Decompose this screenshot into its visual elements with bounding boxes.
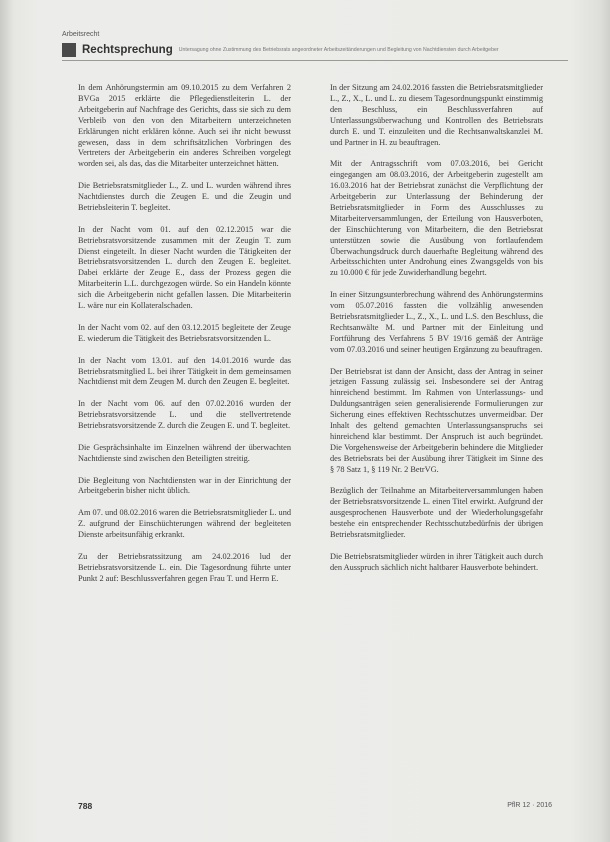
paragraph: In einer Sitzungsunterbrechung während des Anhörungstermins vom 05.07.2016 fassten die vollzählig anwesenden Betriebsratsmitglieder L., Z., X., L. und L.S. den Beschluss, die Rechtsanwälte M. und Partner mit der Einleitung und Fortführung des Verfahrens 5 BV 19/16 gemäß der Anträge vom 07.03.2016 und seiner heutigen Ergänzung zu beauftragen.: [330, 290, 543, 354]
section-marker-icon: [62, 43, 76, 57]
journal-citation: PflR 12 · 2016: [507, 802, 552, 809]
running-header: [62, 43, 568, 57]
paragraph: Die Betriebsratsmitglieder L., Z. und L. wurden während ihres Nachtdienstes durch die Zeugen E. und die Zeugin und Betriebsleiterin T. begleitet.: [78, 181, 291, 212]
section-label: Arbeitsrecht: [62, 31, 100, 38]
paragraph: Mit der Antragsschrift vom 07.03.2016, bei Gericht eingegangen am 08.03.2016, der Arbeitgeberin zugestellt am 16.03.2016 hat der Betriebsrat zunächst die Verpflichtung der Arbeitgeberin zur Unterlassung der Behinderung der Betriebsratsmitglieder in Form des Ausschlusses zu Mitarbeiterversammlungen, der Erteilung von Hausverboten, der Einschüchterung von Mitarbeitern, die den Betriebsrat unterstützen sowie die Ausübung von fortlaufendem Überwachungsdruck durch dauerhafte Begleitung während des Arbeitsschichten unter Androhung eines Zwangsgelds von bis zu 10.000 € für jede Zuwiderhandlung begehrt.: [330, 159, 543, 278]
paragraph: Der Betriebsrat ist dann der Ansicht, dass der Antrag in seiner jetzigen Fassung zulässig sei. Insbesondere sei der Antrag hinreichend bestimmt. Im Rahmen von Unterlassungs- und Duldungsanträgen seien generalisierende Formulierungen zur Sicherung eines effektiven Rechtsschutzes unvermeidbar. Der Inhalt des geltend gemachten Unterlassungsanspruchs sei hinreichend klar bestimmt. Der Anspruch ist auch begründet. Die Vorgehensweise der Arbeitgeberin behindere die Mitglieder des Betriebsrats bei der Ausübung ihrer Tätigkeit im Sinne des § 78 Satz 1, § 119 Nr. 2 BetrVG.: [330, 366, 543, 474]
text-column-right: [330, 83, 543, 585]
paragraph: In dem Anhörungstermin am 09.10.2015 zu dem Verfahren 2 BVGa 2015 erklärte die Pflegedienstleiterin L. der Arbeitgeberin auf Nachfrage des Gerichts, dass sie sich zu dem Verbleib von den von den Mitarbeitern unterzeichneten Erklärungen nicht erklären könne. Auch sei ihr nicht bewusst gewesen, dass in dem schriftsätzlichen Vorbringen des Vertreters der Arbeitgeberin ein anderes Schreiben vorgelegt worden sei, als das, das die Mitarbeiter unterzeichnet hätten.: [78, 83, 291, 169]
header-title: Rechtsprechung: [82, 44, 173, 56]
paragraph: Die Gesprächsinhalte im Einzelnen während der überwachten Nachtdienste sind zwischen den Beteiligten streitig.: [78, 442, 291, 463]
page-number: 788: [78, 801, 93, 811]
paragraph: In der Nacht vom 13.01. auf den 14.01.2016 wurde das Betriebsratsmitglied L. bei ihrer Tätigkeit in dem gemeinsamen Nachtdienst mit dem Zeugen M. durch den Zeugen E. begleitet.: [78, 355, 291, 387]
paragraph: In der Nacht vom 01. auf den 02.12.2015 war die Betriebsratsvorsitzende zusammen mit der Zeugin T. zum Dienst eingeteilt. In dieser Nacht wurden die Tätigkeiten der Betriebsratsvorsitzenden L. durch den Zeugen E. begleitet. Dabei erklärte der Zeuge E., dass der Prozess gegen die Mitarbeiterin L.L. durchgezogen würde. So ein Handeln könnte sich die Arbeitgeberin nicht gefallen lassen. Die Mitarbeiterin L. wäre nur ein Kollateralschaden.: [78, 224, 291, 311]
paragraph: Die Betriebsratsmitglieder würden in ihrer Tätigkeit auch durch den Ausspruch sächlich nicht haltbarer Hausverbote behindert.: [330, 551, 543, 572]
paragraph: In der Nacht vom 02. auf den 03.12.2015 begleitete der Zeuge E. wiederum die Tätigkeit des Betriebsratsvorsitzenden L.: [78, 322, 291, 343]
header-subtitle: Untersagung ohne Zustimmung des Betriebsrats angeordneter Arbeitszeitänderungen und Begleitung von Nachtdiensten durch Arbeitgeber: [178, 47, 499, 53]
paragraph: In der Nacht vom 06. auf den 07.02.2016 wurden der Betriebsratsvorsitzende L. und die stellvertretende Betriebsratsvorsitzende Z. durch die Zeugen E. und T. begleitet.: [78, 399, 291, 431]
header-divider: [62, 60, 568, 61]
paragraph: Die Begleitung von Nachtdiensten war in der Einrichtung der Arbeitgeberin bisher nicht üblich.: [78, 475, 291, 496]
paragraph: In der Sitzung am 24.02.2016 fassten die Betriebsratsmitglieder L., Z., X., L. und L. zu diesem Tagesordnungspunkt einstimmig den Beschluss, ein Beschlussverfahren auf Unterlassungsüberwachung und Kontrollen des Betriebsrats durch E. und T. einzuleiten und die Rechtsanwaltskanzlei M. und Partner in H. zu beauftragen.: [330, 83, 543, 147]
text-column-left: [78, 83, 291, 595]
paragraph: Am 07. und 08.02.2016 waren die Betriebsratsmitglieder L. und Z. aufgrund der Einschüchterungen während der begleiteten Dienste arbeitsunfähig erkrankt.: [78, 508, 291, 540]
paragraph: Bezüglich der Teilnahme an Mitarbeiterversammlungen haben der Betriebsratsvorsitzende L. einen Titel erwirkt. Aufgrund der ausgesprochenen Hausverbote und der Wiederholungsgefahr bestehe ein entsprechender Rechtsschutzbedürfnis der übrigen Betriebsratsmitglieder.: [330, 486, 543, 540]
paragraph: Zu der Betriebsratssitzung am 24.02.2016 lud der Betriebsratsvorsitzende L. ein. Die Tagesordnung führte unter Punkt 2 auf: Beschlussverfahren gegen Frau T. und Herrn E.: [78, 551, 291, 583]
